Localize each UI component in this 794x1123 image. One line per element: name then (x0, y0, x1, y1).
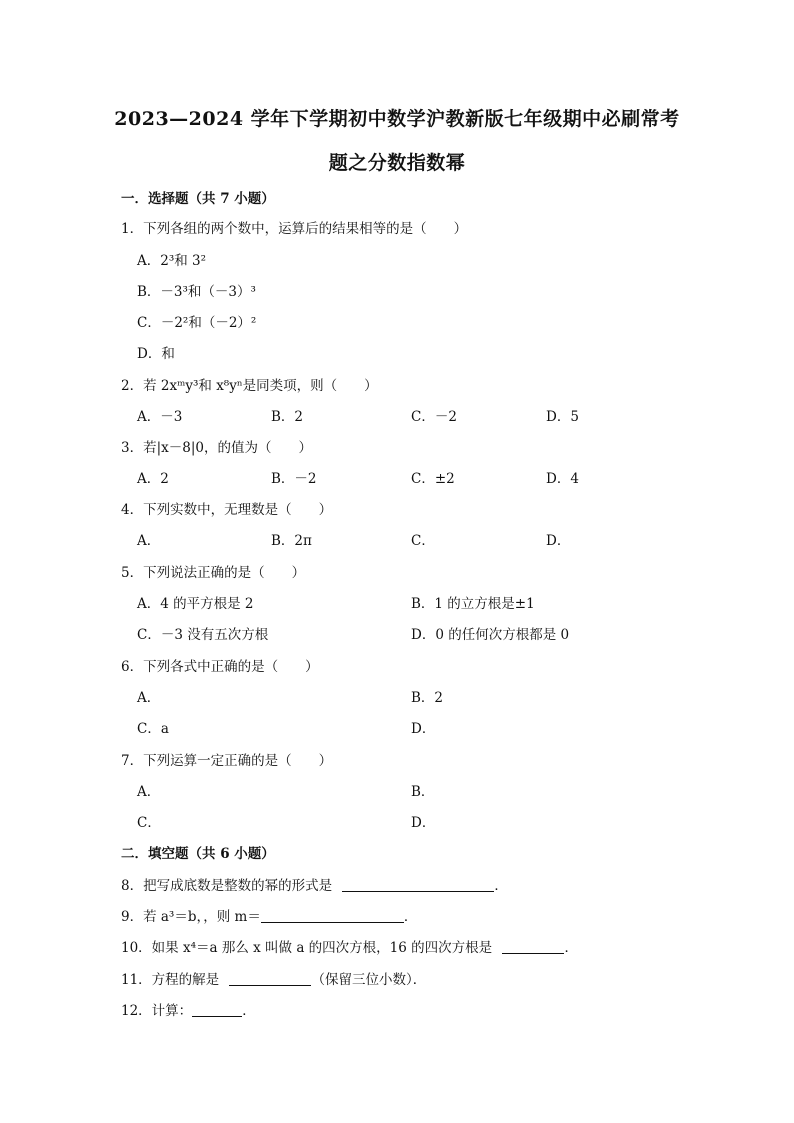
question-11-answer-blank[interactable] (229, 972, 311, 986)
question-3-stem: 3．若|x－8|0，的值为（ ） (121, 440, 312, 456)
question-2-stem: 2．若 2xᵐy³和 x⁸yⁿ是同类项，则（ ） (121, 378, 378, 394)
question-7-option-c: C． (137, 815, 161, 831)
question-5-option-c: C．－3 没有五次方根 (137, 627, 269, 643)
question-4-option-b: B．2π (271, 533, 312, 549)
question-1-option-b: B．－3³和（－3）³ (137, 284, 256, 300)
question-9-end: ． (403, 909, 418, 925)
question-1-option-c: C．－2²和（－2）² (137, 315, 257, 331)
question-6-option-d: D． (411, 721, 436, 737)
question-2-option-b: B．2 (271, 409, 304, 425)
question-8-answer-blank[interactable] (342, 878, 494, 892)
question-2-option-a: A．－3 (137, 409, 183, 425)
question-9-answer-blank[interactable] (261, 909, 404, 923)
question-10-end: ． (564, 940, 578, 956)
question-1-option-d: D．和 (137, 346, 175, 362)
question-12-end: ． (242, 1003, 256, 1019)
question-5-option-b: B．1 的立方根是±1 (411, 596, 535, 612)
question-7-option-b: B． (411, 784, 435, 800)
question-2-option-c: C．－2 (411, 409, 457, 425)
question-10-answer-blank[interactable] (502, 940, 564, 954)
question-5-option-a: A．4 的平方根是 2 (137, 596, 254, 612)
question-6-option-b: B．2 (411, 690, 444, 706)
question-11-text: 11．方程的解是 (121, 972, 220, 988)
question-9-text: 9．若 a³＝b，，则 m＝ (121, 909, 261, 925)
question-4-option-a: A． (137, 533, 161, 549)
question-3-option-d: D．4 (546, 471, 579, 487)
question-4-option-d: D． (546, 533, 571, 549)
question-3-option-b: B．－2 (271, 471, 317, 487)
document-title-line1: 2023—2024 学年下学期初中数学沪教新版七年级期中必刷常考 (114, 108, 680, 130)
document-title-line2: 题之分数指数幂 (328, 152, 466, 174)
question-6-option-a: A． (137, 690, 161, 706)
question-6-stem: 6．下列各式中正确的是（ ） (121, 659, 319, 675)
question-7-option-a: A． (137, 784, 161, 800)
question-4-stem: 4．下列实数中，无理数是（ ） (121, 502, 333, 518)
question-12 (121, 999, 256, 1019)
question-5-option-d: D．0 的任何次方根都是 0 (411, 627, 570, 643)
section-heading-fill: 二．填空题（共 6 小题） (121, 846, 275, 862)
question-10 (121, 936, 578, 956)
question-3-option-c: C．±2 (411, 471, 455, 487)
question-9 (121, 905, 417, 925)
section-heading-choice: 一．选择题（共 7 小题） (121, 191, 275, 207)
question-4-option-c: C． (411, 533, 435, 549)
question-5-stem: 5．下列说法正确的是（ ） (121, 565, 306, 581)
question-7-option-d: D． (411, 815, 436, 831)
question-3-option-a: A．2 (137, 471, 169, 487)
question-12-answer-blank[interactable] (192, 1003, 242, 1017)
question-10-text: 10．如果 x⁴＝a 那么 x 叫做 a 的四次方根，16 的四次方根是 (121, 940, 493, 956)
question-11-end: （保留三位小数）． (311, 972, 427, 988)
question-11 (121, 968, 426, 988)
question-12-text: 12．计算： (121, 1003, 193, 1019)
question-8-end: ． (494, 878, 508, 894)
question-8 (121, 874, 508, 894)
question-8-text: 8．把写成底数是整数的幂的形式是 (121, 878, 333, 894)
question-1-option-a: A．2³和 3² (137, 253, 207, 269)
question-7-stem: 7．下列运算一定正确的是（ ） (121, 753, 333, 769)
question-1-stem: 1．下列各组的两个数中，运算后的结果相等的是（ ） (121, 221, 468, 237)
question-6-option-c: C．a (137, 721, 169, 737)
question-2-option-d: D．5 (546, 409, 579, 425)
